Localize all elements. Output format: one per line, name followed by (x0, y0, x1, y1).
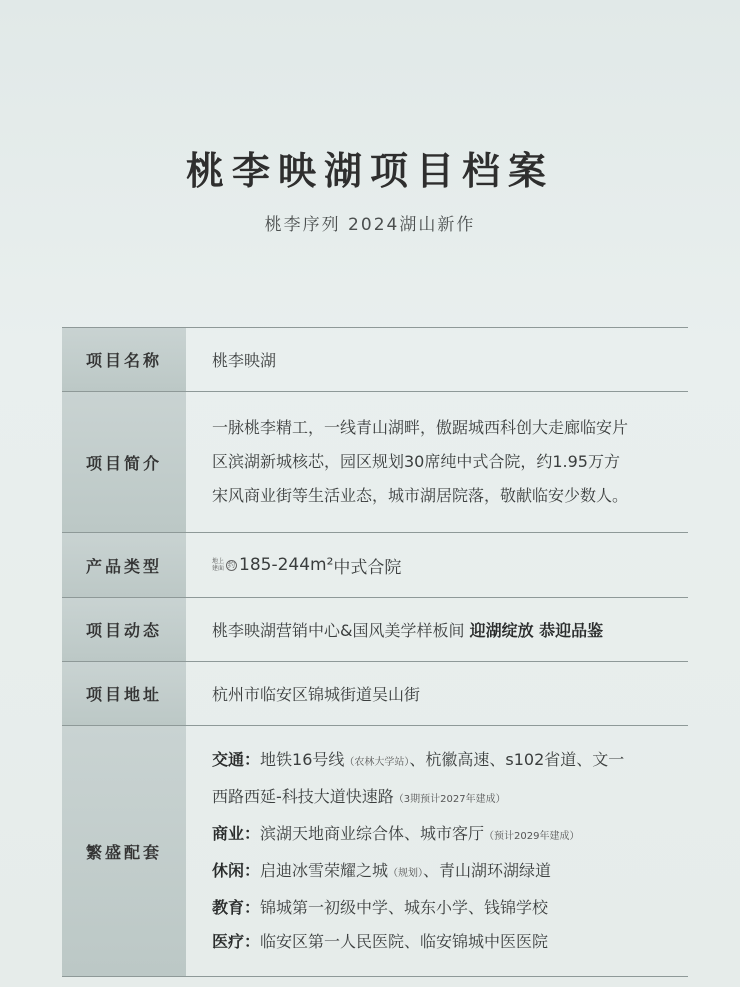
label-project-name: 项目名称 (62, 328, 186, 391)
area-tag: 地上 建面 (212, 558, 225, 572)
label-product-type: 产品类型 (62, 533, 186, 597)
row-project-address (62, 662, 688, 726)
area-value: 185-244m² (239, 555, 334, 575)
news-text: 桃李映湖营销中心&国风美学样板间 (212, 621, 465, 640)
page-title: 桃李映湖项目档案 (185, 148, 554, 193)
value-project-news (186, 598, 688, 661)
row-project-news (62, 598, 688, 662)
value-project-name: 桃李映湖 (212, 351, 277, 370)
label-facilities: 繁盛配套 (62, 726, 186, 976)
row-facilities (62, 726, 688, 977)
value-project-address: 杭州市临安区锦城街道吴山街 (212, 685, 421, 704)
transport-line: 交通：地铁16号线（农林大学站）、杭徽高速、s102省道、文一 (212, 750, 625, 769)
label-project-address: 项目地址 (62, 662, 186, 725)
commerce-line: 商业：滨湖天地商业综合体、城市客厅（预计2029年建成） (212, 824, 580, 843)
medical-line: 医疗：临安区第一人民医院、临安锦城中医医院 (212, 932, 549, 951)
education-line: 教育：锦城第一初级中学、城东小学、钱锦学校 (212, 898, 549, 917)
label-project-intro: 项目简介 (62, 392, 186, 532)
intro-line: 宋风商业街等生活业态，城市湖居院落，敬献临安少数人。 (212, 486, 629, 505)
page-subtitle: 桃李序列 2024湖山新作 (264, 215, 476, 235)
leisure-line: 休闲：启迪冰雪荣耀之城（规划）、青山湖环湖绿道 (212, 861, 552, 880)
project-info-table (62, 327, 688, 977)
product-name: 中式合院 (333, 557, 402, 578)
row-project-name (62, 328, 688, 392)
value-project-intro (186, 392, 688, 532)
transport-line-2: 西路西延-科技大道快速路（3期预计2027年建成） (212, 787, 506, 806)
intro-line: 区滨湖新城核芯，园区规划30席纯中式合院，约1.95万方 (212, 452, 620, 471)
label-project-news: 项目动态 (62, 598, 186, 661)
intro-line: 一脉桃李精工，一线青山湖畔，傲踞城西科创大走廊临安片 (212, 418, 629, 437)
news-highlight: 迎湖绽放 恭迎品鉴 (469, 621, 604, 640)
approx-circle: 约 (228, 560, 236, 569)
value-facilities (186, 726, 688, 976)
row-product-type (62, 533, 688, 598)
value-product-type (186, 533, 688, 597)
row-project-intro (62, 392, 688, 533)
